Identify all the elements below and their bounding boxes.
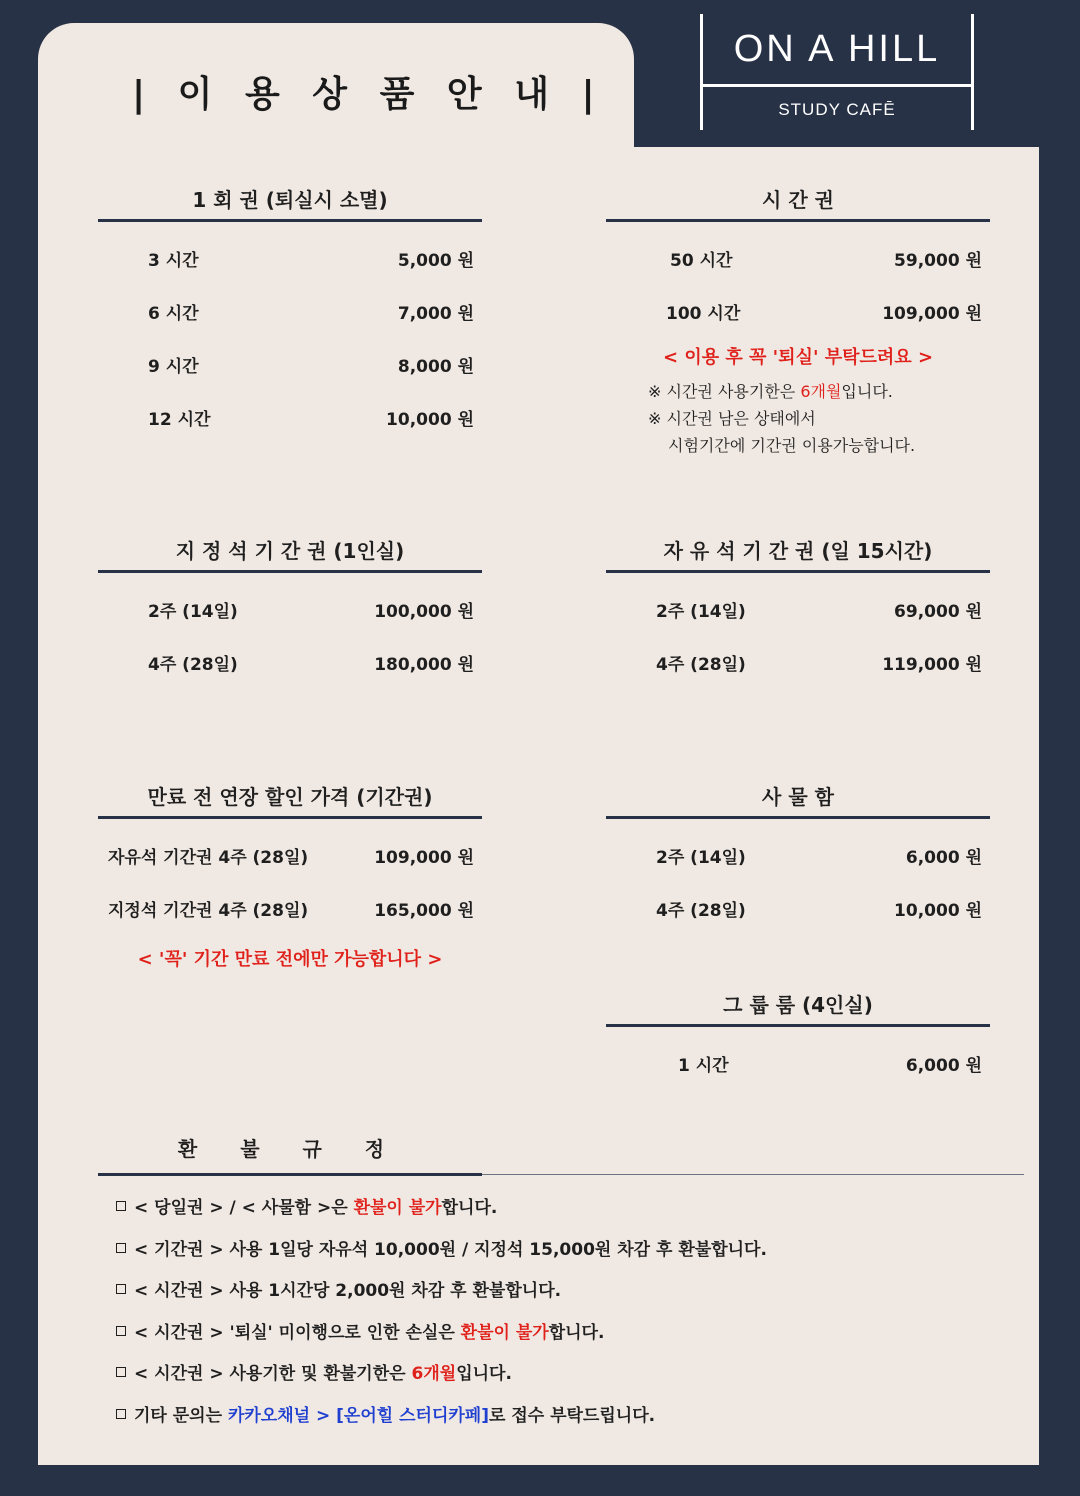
section-rule [606, 570, 990, 573]
price-value: 59,000 원 [894, 251, 982, 271]
refund-text: 입니다. [456, 1364, 512, 1385]
section-rule [606, 1024, 990, 1027]
refund-text: < 시간권 > 사용 1시간당 2,000원 차감 후 환불합니다. [134, 1281, 562, 1302]
section-rule [98, 219, 482, 222]
price-row [98, 391, 482, 444]
price-label: 100 시간 [666, 304, 741, 324]
price-value: 180,000 원 [374, 655, 474, 675]
price-label: 9 시간 [148, 357, 199, 377]
checkbox-bullet-icon [116, 1284, 126, 1294]
price-value: 165,000 원 [374, 901, 474, 921]
refund-item [116, 1314, 1016, 1356]
price-value: 119,000 원 [882, 655, 982, 675]
price-row [98, 882, 482, 935]
kakao-channel-link: 카카오채널 > [온어힐 스터디카페] [227, 1405, 489, 1426]
refund-highlight: 6개월 [411, 1364, 457, 1385]
price-value: 8,000 원 [397, 357, 474, 377]
checkout-notice: < 이용 후 꼭 '퇴실' 부탁드려요 > [662, 347, 934, 368]
price-row [606, 1037, 990, 1090]
section-rule [606, 219, 990, 222]
refund-title: 환 불 규 정 [177, 1137, 403, 1161]
refund-list [116, 1189, 1016, 1439]
section-time-pass [606, 185, 990, 459]
checkbox-bullet-icon [116, 1326, 126, 1336]
section-locker [606, 782, 990, 935]
price-row [606, 285, 990, 338]
price-row [606, 829, 990, 882]
logo [700, 14, 974, 130]
price-label: 2주 (14일) [656, 848, 746, 868]
price-row [98, 338, 482, 391]
refund-highlight: 환불이 불가 [353, 1198, 442, 1218]
page-title: | 이 용 상 품 안 내 | [132, 74, 605, 115]
section-title: 자 유 석 기 간 권 (일 15시간) [663, 539, 933, 563]
refund-rule [98, 1173, 482, 1176]
refund-item [116, 1189, 1016, 1231]
refund-text: < 시간권 > '퇴실' 미이행으로 인한 손실은 [134, 1322, 461, 1343]
price-label: 3 시간 [148, 251, 199, 271]
price-label: 2주 (14일) [656, 602, 746, 622]
checkbox-bullet-icon [116, 1367, 126, 1377]
logo-divider [700, 84, 974, 87]
section-title: 그 룹 룸 (4인실) [723, 993, 873, 1017]
checkbox-bullet-icon [116, 1243, 126, 1253]
price-value: 7,000 원 [397, 304, 474, 324]
price-row [98, 583, 482, 636]
price-value: 5,000 원 [397, 251, 474, 271]
price-label: 지정석 기간권 4주 (28일) [108, 901, 309, 921]
checkbox-bullet-icon [116, 1201, 126, 1211]
section-title: 시 간 권 [762, 188, 834, 212]
refund-rule-thin [482, 1174, 1024, 1175]
refund-text: 기타 문의는 [134, 1405, 228, 1426]
section-title: 1 회 권 (퇴실시 소멸) [192, 188, 388, 212]
price-label: 4주 (28일) [656, 901, 746, 921]
price-label: 자유석 기간권 4주 (28일) [108, 848, 309, 868]
refund-text: < 당일권 > / < 사물함 >은 [134, 1198, 354, 1218]
time-pass-note [606, 378, 990, 405]
price-row [606, 583, 990, 636]
refund-item [116, 1397, 1016, 1439]
price-row [606, 232, 990, 285]
section-rule [98, 816, 482, 819]
price-label: 4주 (28일) [656, 655, 746, 675]
price-value: 10,000 원 [386, 410, 474, 430]
section-single-pass [98, 185, 482, 444]
note-text: ※ 시간권 사용기한은 [648, 382, 801, 401]
checkbox-bullet-icon [116, 1409, 126, 1419]
refund-item [116, 1231, 1016, 1273]
price-value: 100,000 원 [374, 602, 474, 622]
time-pass-note: 시험기간에 기간권 이용가능합니다. [668, 436, 916, 455]
refund-text: < 기간권 > 사용 1일당 자유석 10,000원 / 지정석 15,000원 차감 후 환불합니다. [134, 1239, 767, 1260]
logo-subtitle: STUDY CAFĒ [778, 100, 896, 119]
price-value: 109,000 원 [882, 304, 982, 324]
section-rule [98, 570, 482, 573]
refund-item [116, 1355, 1016, 1397]
price-row [98, 285, 482, 338]
price-row [98, 829, 482, 882]
refund-item [116, 1272, 1016, 1314]
price-value: 6,000 원 [905, 1056, 982, 1076]
note-text: 입니다. [841, 382, 893, 401]
refund-text: 로 접수 부탁드립니다. [488, 1405, 656, 1426]
price-value: 10,000 원 [894, 901, 982, 921]
price-label: 4주 (28일) [148, 655, 238, 675]
section-group-room [606, 990, 990, 1090]
price-label: 12 시간 [148, 410, 211, 430]
refund-text: 합니다. [441, 1198, 498, 1218]
price-value: 6,000 원 [905, 848, 982, 868]
price-value: 109,000 원 [374, 848, 474, 868]
section-title: 만료 전 연장 할인 가격 (기간권) [147, 785, 433, 809]
price-label: 1 시간 [678, 1056, 729, 1076]
note-highlight: 6개월 [800, 382, 842, 401]
price-label: 50 시간 [670, 251, 733, 271]
section-free-seat [606, 536, 990, 689]
section-rule [606, 816, 990, 819]
section-title: 사 물 함 [762, 785, 834, 809]
price-row [606, 882, 990, 935]
price-value: 69,000 원 [894, 602, 982, 622]
price-row [606, 636, 990, 689]
refund-text: < 시간권 > 사용기한 및 환불기한은 [134, 1364, 412, 1385]
price-row [98, 232, 482, 285]
refund-highlight: 환불이 불가 [460, 1322, 549, 1343]
price-label: 6 시간 [148, 304, 199, 324]
price-row [98, 636, 482, 689]
refund-text: 합니다. [548, 1322, 605, 1343]
time-pass-note: ※ 시간권 남은 상태에서 [648, 409, 816, 428]
section-title: 지 정 석 기 간 권 (1인실) [175, 539, 405, 563]
price-label: 2주 (14일) [148, 602, 238, 622]
extension-notice: < '꼭' 기간 만료 전에만 가능합니다 > [137, 949, 443, 970]
section-extension-discount [98, 782, 482, 985]
logo-name: ON A HILL [733, 28, 941, 70]
section-reserved-seat [98, 536, 482, 689]
